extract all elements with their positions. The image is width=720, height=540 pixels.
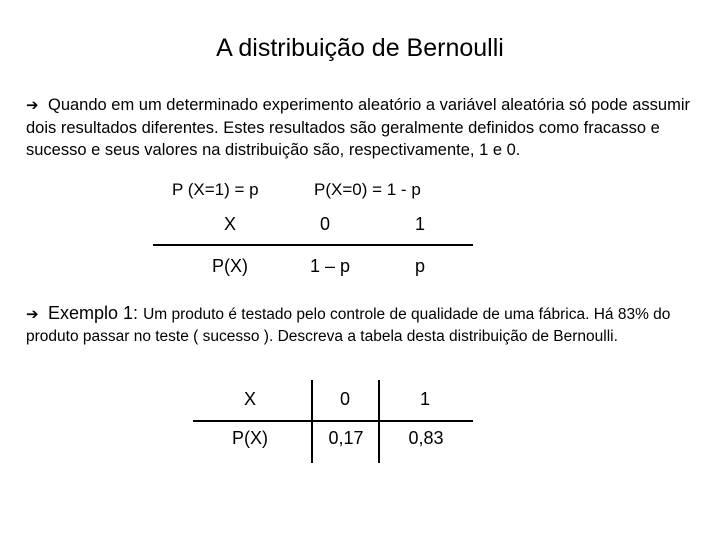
- table2-header-1: 1: [419, 389, 430, 409]
- table1-divider: [153, 244, 473, 246]
- table2-column-divider-2: [378, 380, 380, 463]
- table2-header-x: X: [243, 389, 256, 409]
- example-text: Um produto é testado pelo controle de qualidade de uma fábrica. Há 83% do produto passar no teste ( sucesso ). Descreva a tabela desta distribuição de Bernoulli.: [26, 306, 671, 345]
- example-paragraph: [26, 302, 716, 348]
- table1-value-0: 1 – p: [309, 256, 351, 276]
- table2-value-0: 0,17: [328, 428, 364, 448]
- formula-p1: P (X=1) = p: [172, 180, 259, 199]
- table2-header-0: 0: [339, 389, 350, 409]
- intro-paragraph: [26, 94, 706, 161]
- example-lead: Exemplo 1:: [48, 303, 139, 323]
- page-title: A distribuição de Bernoulli: [216, 34, 504, 62]
- table2-divider: [193, 420, 473, 422]
- arrow-right-icon: ➔: [26, 306, 39, 323]
- table1-value-1: p: [414, 256, 425, 276]
- table1-header-x: X: [223, 214, 236, 234]
- table1-px-label: P(X): [212, 256, 248, 276]
- table2-value-1: 0,83: [408, 428, 444, 448]
- arrow-right-icon: ➔: [26, 97, 39, 114]
- table2-column-divider-1: [311, 380, 313, 463]
- table1-header-0: 0: [319, 214, 330, 234]
- formula-p0: P(X=0) = 1 - p: [314, 180, 421, 199]
- table2-px-label: P(X): [232, 428, 268, 448]
- intro-text: Quando em um determinado experimento aleatório a variável aleatória só pode assumir dois resultados diferentes. Estes resultados são geralmente definidos como fracasso e sucesso e seus valores na distribuição são, respectivamente, 1 e 0.: [26, 96, 691, 159]
- table1-header-1: 1: [414, 214, 425, 234]
